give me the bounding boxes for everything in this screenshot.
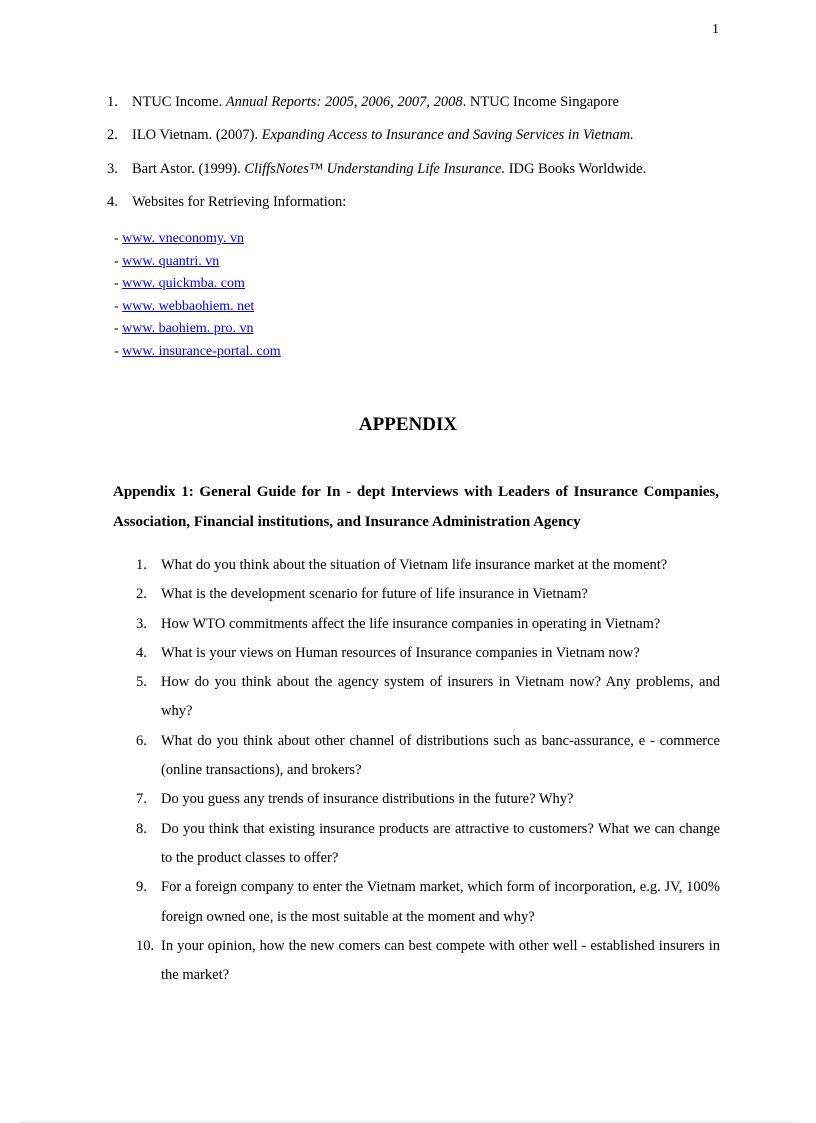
question-number: 6. <box>136 732 147 749</box>
website-link[interactable]: www. baohiem. pro. vn <box>122 321 254 337</box>
website-bullet: - <box>114 321 123 337</box>
question-number: 1. <box>136 557 147 573</box>
reference-text: Websites for Retrieving Information: <box>132 194 347 211</box>
reference-number: 3. <box>107 160 118 177</box>
reference-number: 2. <box>107 127 118 144</box>
question-text: What do you think about the situation of Vietnam life insurance market at the moment? <box>161 557 668 573</box>
interview-question <box>136 639 720 668</box>
website-list <box>114 230 281 366</box>
reference-text: ILO Vietnam. (2007). <box>132 127 262 144</box>
question-text: What is the development scenario for future of life insurance in Vietnam? <box>161 586 588 603</box>
reference-number: 4. <box>107 194 118 211</box>
interview-question <box>136 932 720 991</box>
appendix-heading: APPENDIX <box>358 414 458 435</box>
reference-text: NTUC Income. <box>132 94 226 110</box>
reference-title: Expanding Access to Insurance and Saving Services in Vietnam. <box>261 127 634 144</box>
website-bullet: - <box>114 253 123 269</box>
website-bullet: - <box>114 276 123 292</box>
reference-list <box>107 92 646 226</box>
reference-publisher: IDG Books Worldwide. <box>505 160 647 177</box>
question-number: 8. <box>136 820 147 837</box>
reference-text: Bart Astor. (1999). <box>132 160 245 177</box>
website-link[interactable]: www. webbaohiem. net <box>122 298 255 314</box>
interview-question <box>136 668 720 727</box>
question-number: 9. <box>136 879 147 896</box>
reference-publisher: . NTUC Income Singapore <box>462 94 619 110</box>
interview-question <box>136 580 720 609</box>
appendix-subheading: Appendix 1: General Guide for In - dept Interviews with Leaders of Insurance Companies, Association, Financial institutions, and Insurance Administration Agency <box>113 484 719 530</box>
website-bullet: - <box>114 231 123 246</box>
question-number: 5. <box>136 674 147 691</box>
question-number: 3. <box>136 615 147 632</box>
question-text: Do you guess any trends of insurance distributions in the future? Why? <box>161 791 574 808</box>
interview-question <box>136 610 720 639</box>
page-number: 1 <box>712 22 719 37</box>
website-link[interactable]: www. quickmba. com <box>122 276 245 292</box>
question-text: How do you think about the agency system of insurers in Vietnam now? Any problems, and why? <box>161 674 720 720</box>
website-item <box>114 298 281 321</box>
interview-question <box>136 785 720 814</box>
interview-question <box>136 551 720 580</box>
question-number: 10. <box>136 937 155 954</box>
reference-item <box>107 125 646 158</box>
question-text: For a foreign company to enter the Vietnam market, which form of incorporation, e.g. JV, 100% foreign owned one, is the most suitable at the moment and why? <box>161 879 720 925</box>
question-text: What is your views on Human resources of Insurance companies in Vietnam now? <box>161 644 640 661</box>
question-number: 4. <box>136 644 147 661</box>
website-item <box>114 320 281 343</box>
question-number: 2. <box>136 586 147 603</box>
website-item <box>114 275 281 298</box>
reference-title: CliffsNotes™ Understanding Life Insurance. <box>244 160 506 177</box>
website-link[interactable]: www. quantri. vn <box>122 253 220 269</box>
reference-item <box>107 192 646 225</box>
website-bullet: - <box>114 343 123 359</box>
website-item <box>114 343 281 366</box>
website-item <box>114 230 281 253</box>
website-bullet: - <box>114 298 123 314</box>
question-text: How WTO commitments affect the life insurance companies in operating in Vietnam? <box>161 615 661 632</box>
interview-question <box>136 815 720 874</box>
reference-item <box>107 159 646 192</box>
website-link[interactable]: www. vneconomy. vn <box>122 231 245 246</box>
reference-title: Annual Reports: 2005, 2006, 2007, 2008 <box>225 94 463 110</box>
reference-item <box>107 92 646 125</box>
interview-question-list <box>136 551 720 990</box>
website-item <box>114 253 281 276</box>
question-text: What do you think about other channel of distributions such as banc-assurance, e - commerce (online transactions), and brokers? <box>161 732 720 779</box>
question-text: In your opinion, how the new comers can best compete with other well - established insurers in the market? <box>161 937 720 984</box>
reference-number: 1. <box>107 94 118 110</box>
interview-question <box>136 873 720 932</box>
question-text: Do you think that existing insurance products are attractive to customers? What we can change to the product classes to offer? <box>161 820 720 866</box>
website-link[interactable]: www. insurance-portal. com <box>122 343 281 359</box>
interview-question <box>136 727 720 786</box>
question-number: 7. <box>136 791 147 808</box>
